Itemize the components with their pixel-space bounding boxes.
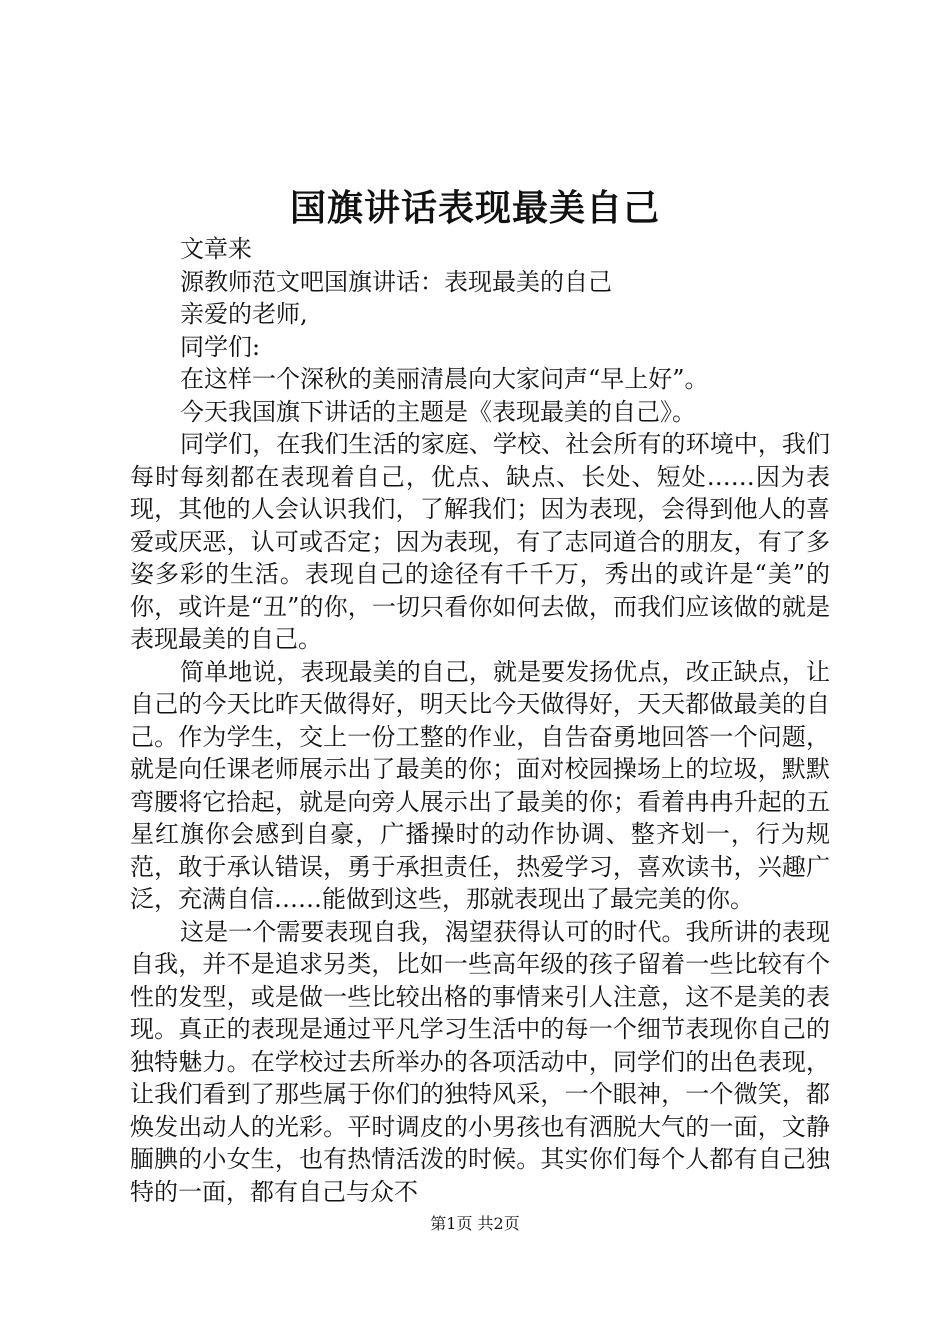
body-paragraph-1: 同学们，在我们生活的家庭、学校、社会所有的环境中，我们每时每刻都在表现着自己，优点、缺点、长处、短处……因为表现，其他的人会认识我们，了解我们；因为表现，会得到他人的喜爱或厌恶，认可或否定；因为表现，有了志同道合的朋友，有了多姿多彩的生活。表现自己的途径有千千万，秀出的或许是“美”的你，或许是“丑”的你，一切只看你如何去做，而我们应该做的就是表现最美的自己。 xyxy=(130,430,830,653)
document-body xyxy=(130,233,830,1208)
source-line-1: 文章来 xyxy=(180,235,252,263)
topic-line: 今天我国旗下讲话的主题是《表现最美的自己》。 xyxy=(180,397,696,426)
body-paragraph-3: 这是一个需要表现自我，渴望获得认可的时代。我所讲的表现自我，并不是追求另类，比如一些高年级的孩子留着一些比较有个性的发型，或是做一些比较出格的事情来引人注意，这不是美的表现。真正的表现是通过平凡学习生活中的每一个细节表现你自己的独特魅力。在学校过去所举办的各项活动中，同学们的出色表现，让我们看到了那些属于你们的独特风采，一个眼神，一个微笑，都焕发出动人的光彩。平时调皮的小男孩也有洒脱大气的一面，文静腼腆的小女生，也有热情活泼的时候。其实你们每个人都有自己独特的一面，都有自己与众不 xyxy=(130,917,830,1206)
body-paragraph-2: 简单地说，表现最美的自己，就是要发扬优点，改正缺点，让自己的今天比昨天做得好，明天比今天做得好，天天都做最美的自己。作为学生，交上一份工整的作业，自告奋勇地回答一个问题，就是向任课老师展示出了最美的你；面对校园操场上的垃圾，默默弯腰将它拾起，就是向旁人展示出了最美的你；看着冉冉升起的五星红旗你会感到自豪，广播操时的动作协调、整齐划一，行为规范，敢于承认错误，勇于承担责任，热爱学习，喜欢读书，兴趣广泛，充满自信……能做到这些，那就表现出了最完美的你。 xyxy=(130,657,830,913)
salutation-teachers: 亲爱的老师, xyxy=(180,300,308,328)
salutation-students: 同学们: xyxy=(180,332,261,361)
page-title: 国旗讲话表现最美自己 xyxy=(289,187,660,229)
source-line-2: 源教师范文吧国旗讲话：表现最美的自己 xyxy=(180,267,612,296)
greeting-line: 在这样一个深秋的美丽清晨向大家问声“早上好”。 xyxy=(180,365,709,393)
page-number-footer: 第1页 共2页 xyxy=(430,1214,520,1233)
